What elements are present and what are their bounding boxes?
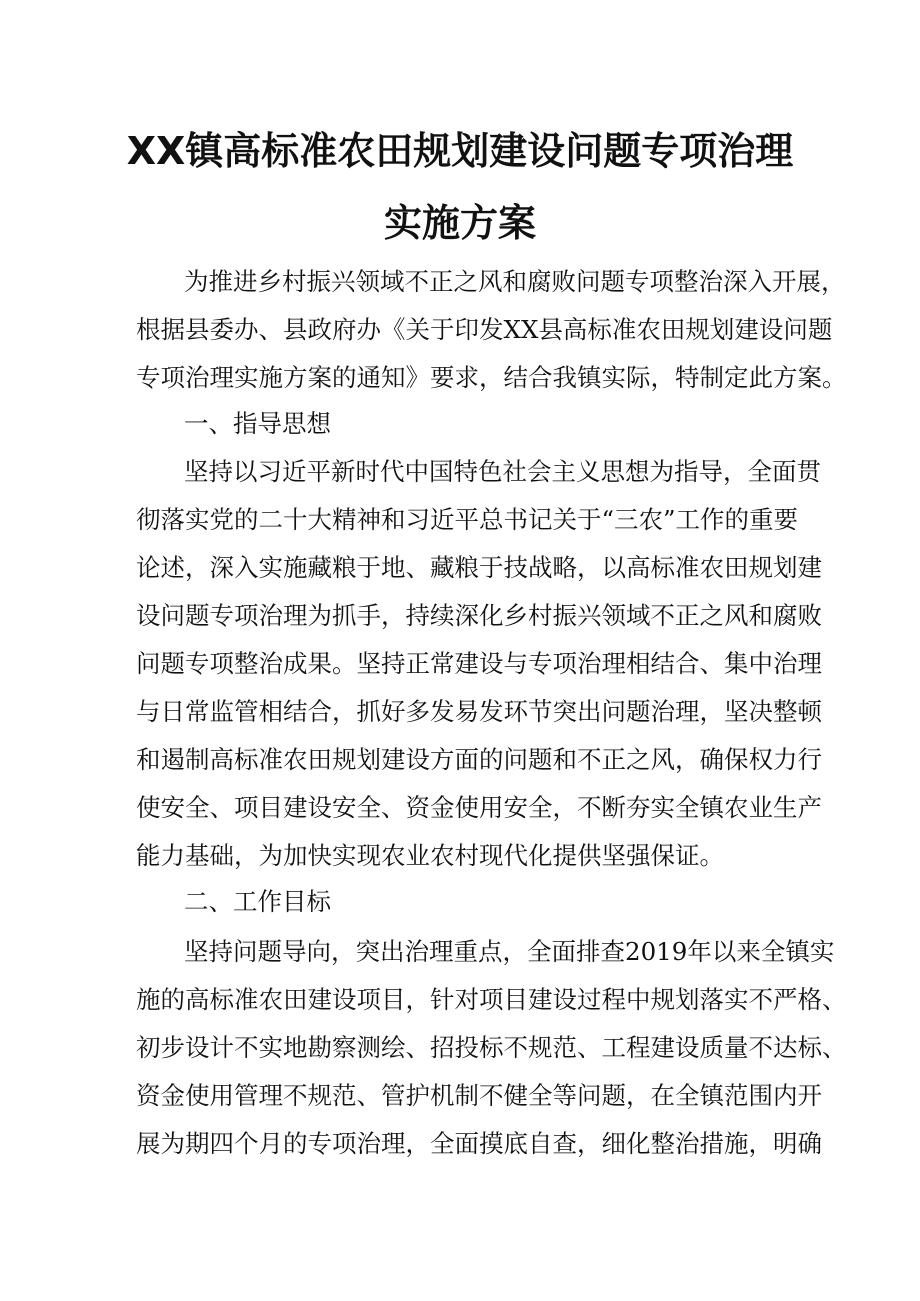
paragraph-line: 与日常监管相结合，抓好多发易发环节突出问题治理，坚决整顿	[136, 697, 822, 726]
section-heading-guiding-ideology: 一、指导思想	[184, 409, 331, 438]
document-title-line-1: XX镇高标准农田规划建设问题专项治理	[126, 129, 794, 173]
intro-line: 根据县委办、县政府办《关于印发XX县高标准农田规划建设问题	[136, 315, 833, 344]
paragraph-line: 施的高标准农田建设项目，针对项目建设过程中规划落实不严格、	[136, 985, 847, 1014]
paragraph-line: 论述，深入实施藏粮于地、藏粮于技战略，以高标准农田规划建	[136, 553, 822, 582]
paragraph-line: 使安全、项目建设安全、资金使用安全，不断夯实全镇农业生产	[136, 793, 822, 822]
paragraph-line: 初步设计不实地勘察测绘、招投标不规范、工程建设质量不达标、	[136, 1033, 847, 1062]
paragraph-line: 坚持以习近平新时代中国特色社会主义思想为指导，全面贯	[184, 457, 821, 486]
intro-line: 为推进乡村振兴领域不正之风和腐败问题专项整治深入开展，	[184, 267, 846, 296]
section-heading-work-goals: 二、工作目标	[184, 887, 331, 916]
paragraph-line: 彻落实党的二十大精神和习近平总书记关于“三农”工作的重要	[136, 505, 799, 534]
paragraph-line: 资金使用管理不规范、管护机制不健全等问题，在全镇范围内开	[136, 1081, 822, 1110]
paragraph-line: 问题专项整治成果。坚持正常建设与专项治理相结合、集中治理	[136, 649, 822, 678]
paragraph-line: 和遏制高标准农田规划建设方面的问题和不正之风，确保权力行	[136, 745, 822, 774]
paragraph-line: 展为期四个月的专项治理，全面摸底自查，细化整治措施，明确	[136, 1129, 822, 1158]
paragraph-line: 设问题专项治理为抓手，持续深化乡村振兴领域不正之风和腐败	[136, 601, 822, 630]
intro-line: 专项治理实施方案的通知》要求，结合我镇实际，特制定此方案。	[136, 363, 847, 392]
document-title-line-2: 实施方案	[383, 201, 536, 245]
paragraph-line: 坚持问题导向，突出治理重点，全面排查2019年以来全镇实	[184, 937, 835, 966]
paragraph-line: 能力基础，为加快实现农业农村现代化提供坚强保证。	[136, 841, 724, 870]
